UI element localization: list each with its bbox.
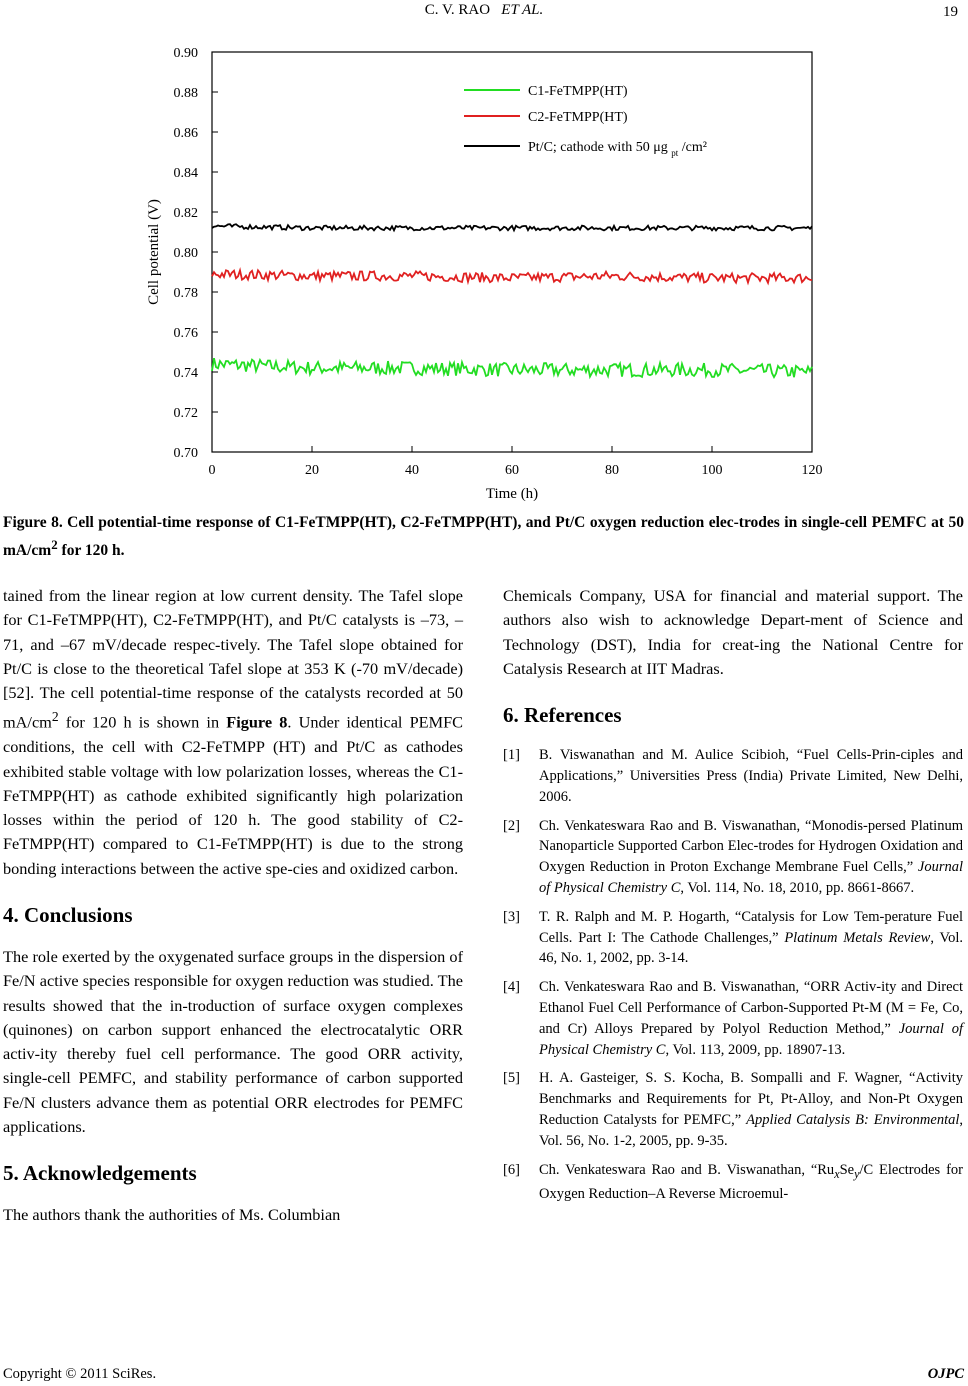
y-tick-label: 0.84: [173, 166, 198, 181]
ref-part: , Vol. 113, 2009, pp. 18907-13.: [665, 1041, 846, 1058]
body-paragraph: [3, 584, 463, 881]
ref-part: /C Electrodes for Oxygen Reduction–A Reverse Microemul-: [539, 1161, 963, 1203]
page-number: 19: [943, 4, 958, 20]
acknowledgements-paragraph: The authors thank the authorities of Ms. Columbian: [3, 1205, 341, 1225]
ref-number: [3]: [503, 908, 520, 925]
y-axis-label: Cell potential (V): [146, 199, 162, 305]
ref-part: H. A. Gasteiger, S. S. Kocha, B. Sompalli and F. Wagner, “Activity Benchmarks and Requirements for Pt, Pt-Alloy, and Non-Pt Oxygen Reduction Catalysts for PEMFC,”: [539, 1070, 963, 1128]
x-tick-label: 40: [405, 463, 419, 478]
caption-text: Figure 8. Cell potential-time response of C1-FeTMPP(HT), C2-FeTMPP(HT), and Pt/C oxygen reduction elec-trodes in single-cell PEMFC at 50 mA/cm: [3, 514, 964, 560]
y-tick-label: 0.90: [173, 46, 198, 61]
ref-text: B. Viswanathan and M. Aulice Scibioh, “Fuel Cells-Prin-ciples and Applications,” Universities Press (India) Private Limited, New Delhi, 2006.: [539, 747, 963, 805]
ref-part: Ch. Venkateswara Rao and B. Viswanathan, “Monodis-persed Platinum Nanoparticle Supported Carbon Elec-trodes for Hydrogen Oxidation and Oxygen Reduction in Proton Exchange Membrane Fuel Cells,”: [539, 817, 963, 876]
journal-abbrev: OJPC: [927, 1366, 964, 1382]
series-line-1: [212, 358, 812, 377]
plot-frame-group: [212, 52, 812, 452]
series-group: [212, 224, 812, 377]
ref-subscript: y: [854, 1166, 860, 1181]
reference-item: [503, 745, 963, 807]
ref-journal: Journal of Physical Chemistry C: [539, 1020, 964, 1058]
x-tick-label: 80: [605, 463, 619, 478]
series-line-3: [212, 224, 812, 230]
ref-subscript: x: [834, 1166, 840, 1181]
heading-conclusions: 4. Conclusions: [3, 902, 133, 927]
ref-text: [539, 1160, 963, 1205]
y-tick-label: 0.78: [173, 286, 198, 301]
y-tick-label: 0.80: [173, 246, 198, 261]
reference-item: [503, 1160, 963, 1205]
figure-caption: [3, 512, 964, 562]
ref-journal: Platinum Metals Review: [784, 929, 931, 946]
acknowledgements-continued: Chemicals Company, USA for financial and material support. The authors also wish to acknowledge Depart-ment of Science and Technology (DST), India for creat-ing the National Centre for Catalysis Research at IIT Madras.: [503, 586, 963, 678]
y-tick-label: 0.88: [173, 86, 198, 101]
copyright: Copyright © 2011 SciRes.: [3, 1366, 157, 1382]
para-text: . Under identical PEMFC conditions, the cell with C2-FeTMPP (HT) and Pt/C as cathodes exhibited stable voltage with low polarization losses, whereas the C1-FeTMPP(HT) as cathode exhibited significantly high polarization losses within the period of 120 h. The good stability of C2-FeTMPP(HT) compared to C1-FeTMPP(HT) is due to the strong bonding interactions between the active spe-cies and oxidized carbon.: [3, 712, 463, 878]
heading-references: 6. References: [503, 703, 622, 728]
caption-text-end: for 120 h.: [57, 542, 125, 560]
ref-part: Ch. Venkateswara Rao and B. Viswanathan, “ORR Activ-ity and Direct Ethanol Fuel Cell Performance of Carbon-Supported Pt-M (M = Fe, Co, and Cr) Alloys Prepared by Polyol Reduction Method,”: [539, 979, 963, 1037]
para-text: tained from the linear region at low current density. The Tafel slope for C1-FeTMPP(HT), C2-FeTMPP(HT), and Pt/C catalysts is –73, –71, and –67 mV/decade respec-tively. The Tafel slope obtained for Pt/C is close to the theoretical Tafel slope at 353 K (-70 mV/decade) [52]. The cell potential-time response of the catalysts recorded at 50 mA/cm: [3, 586, 463, 732]
legend-label: C1-FeTMPP(HT): [528, 84, 628, 99]
ref-number: [2]: [503, 817, 520, 834]
x-tick-label: 120: [801, 463, 823, 478]
ref-number: [6]: [503, 1161, 520, 1178]
reference-item: [503, 977, 963, 1060]
para-text: for 120 h is shown in: [58, 712, 227, 732]
y-tick-label: 0.74: [173, 366, 198, 381]
plot-frame: [212, 52, 812, 452]
x-tick-label: 60: [505, 463, 519, 478]
ref-journal: Applied Catalysis B: Environmental: [746, 1111, 960, 1128]
page-header: [0, 0, 968, 30]
ref-part: , Vol. 46, No. 1, 2002, pp. 3-14.: [539, 929, 963, 967]
heading-acknowledgements: 5. Acknowledgements: [3, 1161, 197, 1186]
conclusions-paragraph: The role exerted by the oxygenated surface groups in the dispersion of Fe/N active species responsible for oxygen reduction was studied. The results showed that the in-troduction of surface oxygen complexes (quinones) on carbon support enhanced the electrocatalytic ORR activ-ity thereby fuel cell performance. The good ORR activity, single-cell PEMFC, and stability performance of carbon supported Fe/N clusters advance them as potential ORR electrodes for PEMFC applications.: [3, 946, 463, 1137]
series-line-2: [212, 270, 812, 283]
legend-text: /cm²: [678, 140, 707, 155]
figure-ref: Figure 8: [226, 712, 288, 732]
ref-text: [539, 1068, 963, 1151]
right-column: [503, 584, 963, 1213]
x-tick-label: 100: [701, 463, 723, 478]
legend-label: [528, 140, 707, 158]
author-name: C. V. RAO: [424, 2, 491, 18]
legend: [464, 84, 707, 158]
ref-text: [539, 816, 963, 899]
ref-text: [539, 907, 963, 969]
reference-item: [503, 816, 963, 899]
legend-label: C2-FeTMPP(HT): [528, 110, 628, 125]
legend-subscript: pt: [671, 148, 679, 158]
ref-number: [1]: [503, 747, 520, 764]
x-tick-label: 20: [305, 463, 319, 478]
reference-list: [503, 745, 963, 1205]
ref-part: Ch. Venkateswara Rao and B. Viswanathan, “Ru: [539, 1161, 835, 1178]
ref-journal: Journal of Physical Chemistry C: [539, 859, 963, 896]
reference-item: [503, 1068, 963, 1151]
legend-text: Pt/C; cathode with 50 μg: [528, 140, 672, 155]
y-tick-label: 0.76: [173, 326, 198, 341]
para-sup: 2: [51, 709, 59, 725]
left-column: [3, 584, 463, 1228]
ref-number: [4]: [503, 979, 520, 996]
y-tick-label: 0.72: [173, 406, 198, 421]
caption-sup: 2: [51, 537, 58, 552]
ref-part: T. R. Ralph and M. P. Hogarth, “Catalysis for Low Tem-perature Fuel Cells. Part I: The Cathode Challenges,”: [539, 908, 963, 946]
x-tick-label: 0: [208, 463, 216, 478]
ref-number: [5]: [503, 1070, 520, 1087]
figure-8-chart: [140, 38, 840, 508]
ref-part: Se: [839, 1161, 855, 1178]
y-tick-label: 0.86: [173, 126, 198, 141]
y-tick-label: 0.82: [173, 206, 198, 221]
y-tick-label: 0.70: [173, 446, 198, 461]
x-axis-label: Time (h): [485, 486, 539, 502]
ref-text: [539, 977, 963, 1060]
ref-part: , Vol. 56, No. 1-2, 2005, pp. 9-35.: [539, 1111, 963, 1149]
running-head: [0, 2, 968, 19]
ref-part: , Vol. 114, No. 18, 2010, pp. 8661-8667.: [680, 879, 915, 896]
et-al: ET AL.: [501, 2, 544, 18]
axis-group: [146, 46, 823, 502]
reference-item: [503, 907, 963, 969]
